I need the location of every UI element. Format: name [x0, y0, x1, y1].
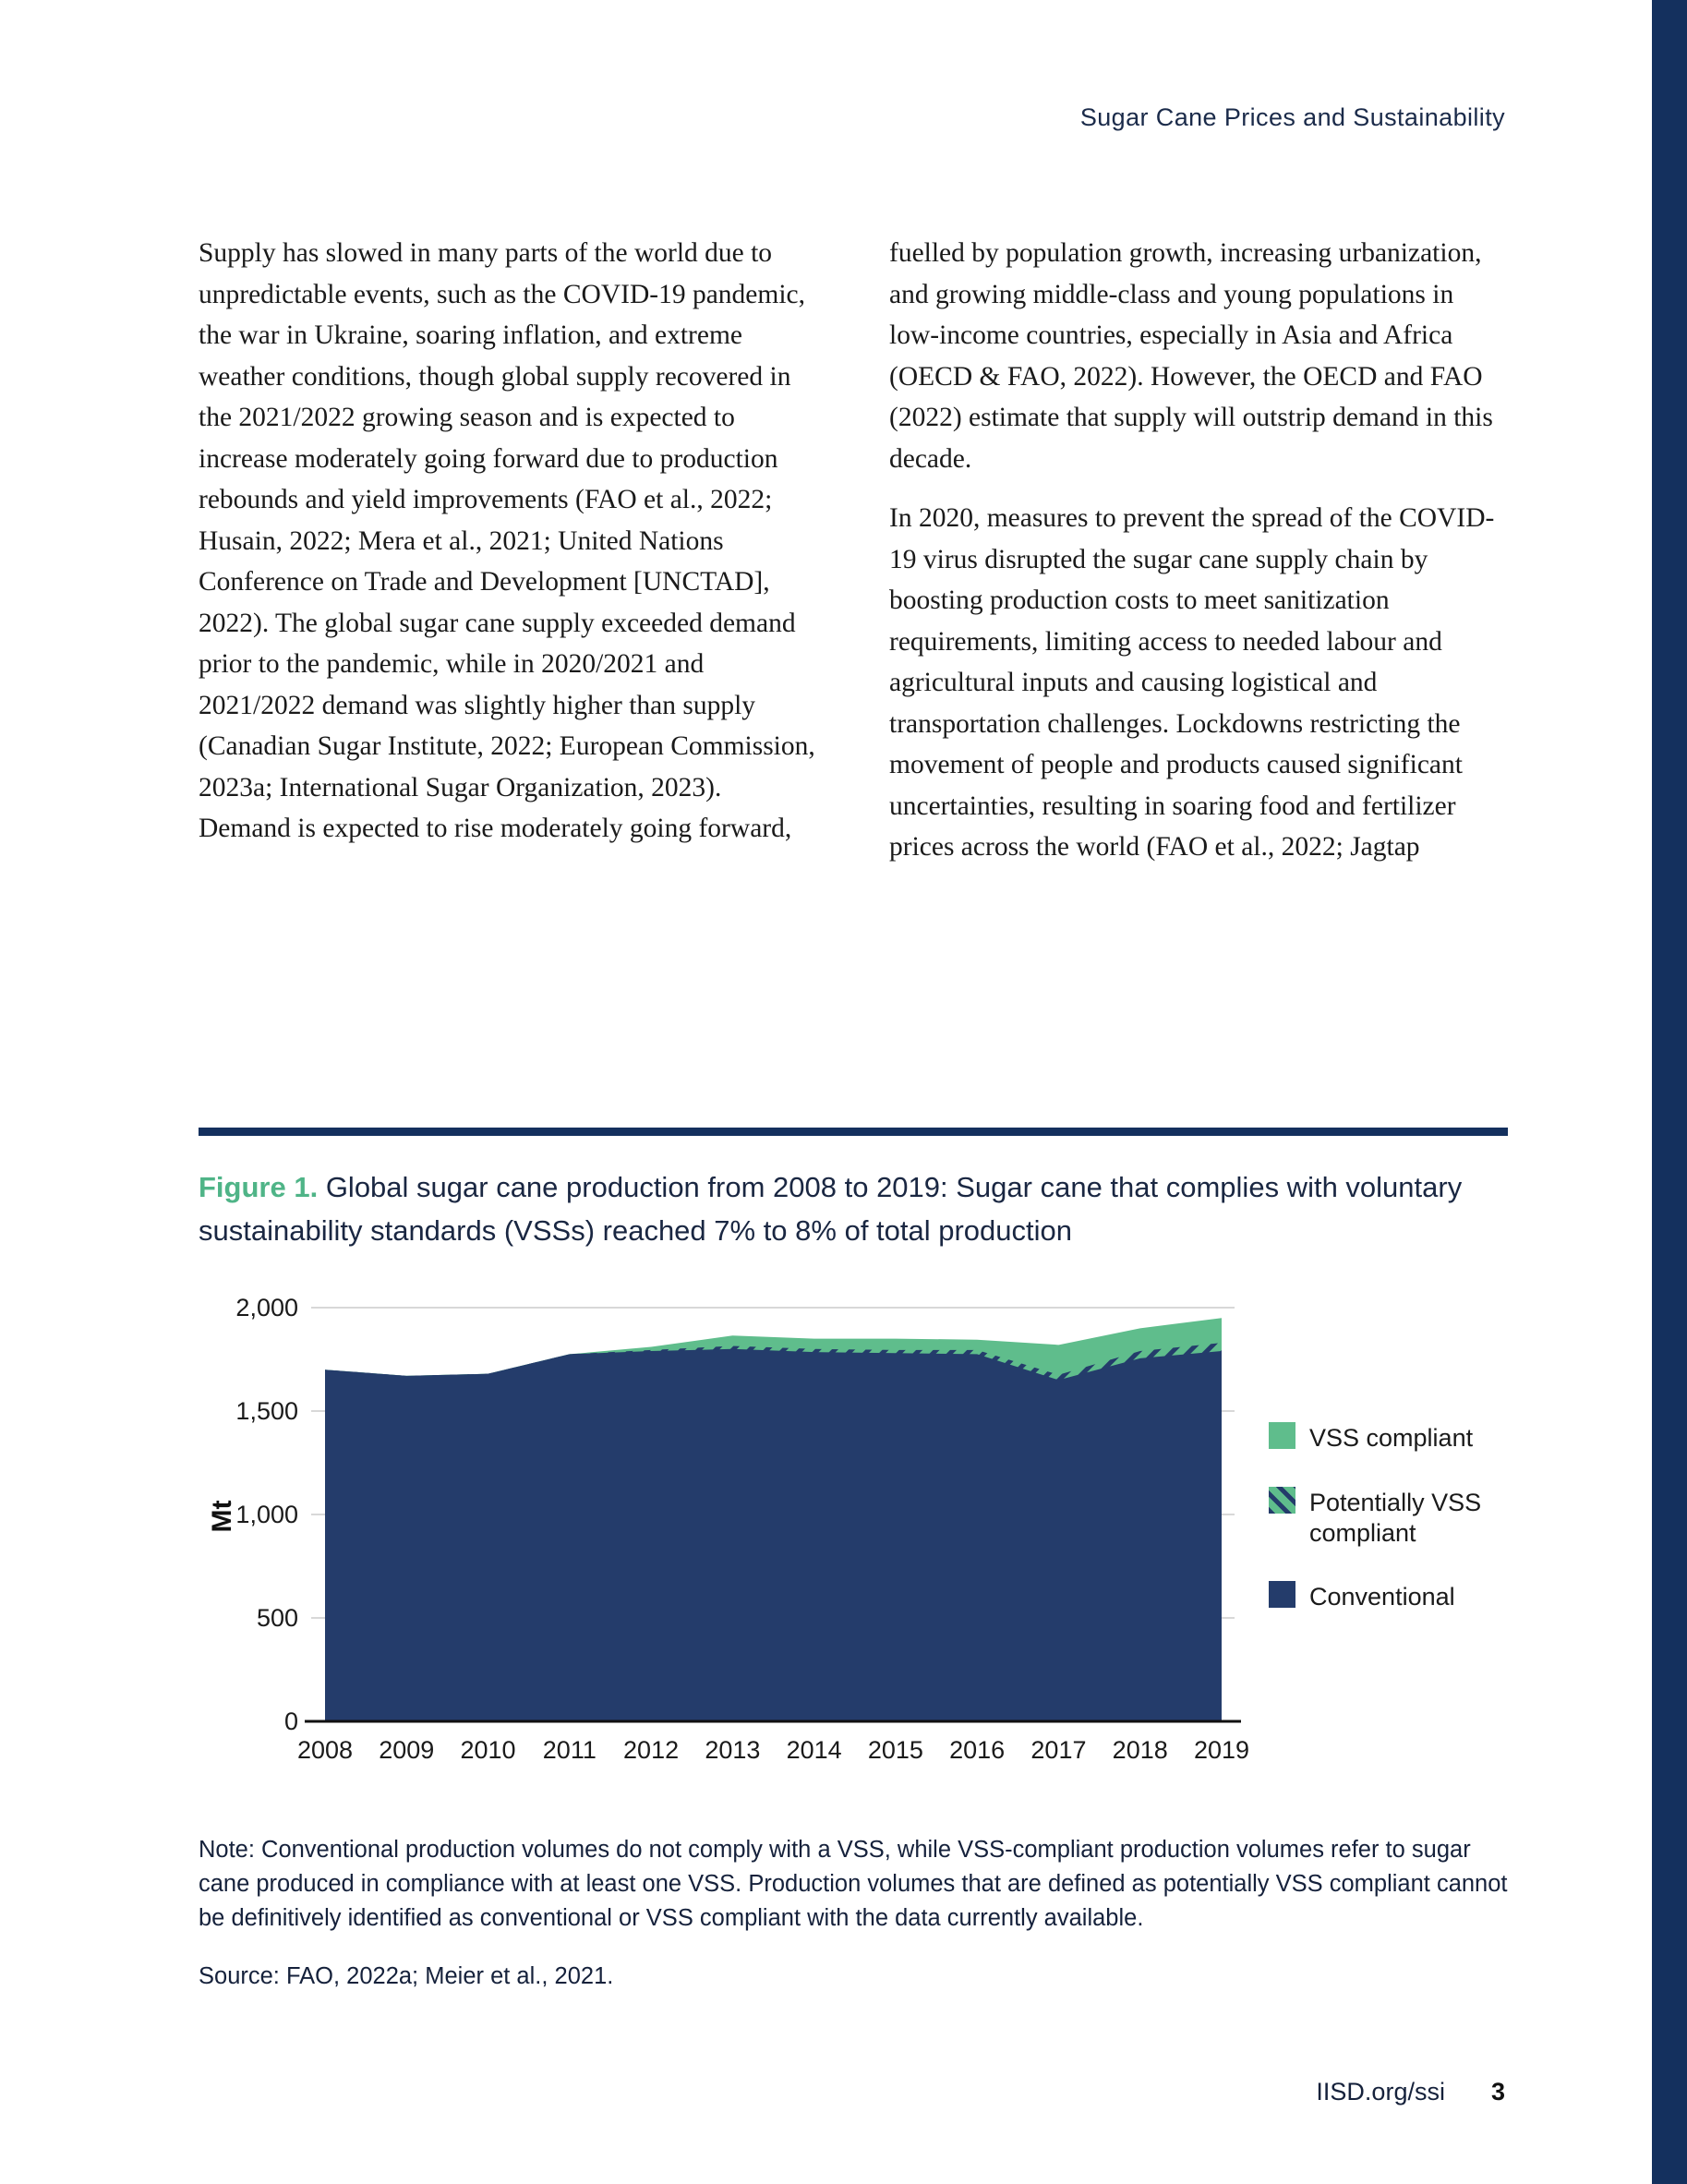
x-tick-label-2016: 2016 [949, 1736, 1006, 1764]
figure-number-label: Figure 1. [199, 1171, 319, 1203]
x-tick-label-2014: 2014 [786, 1736, 842, 1764]
y-tick-label-2000: 2,000 [235, 1294, 298, 1321]
y-tick-label-0: 0 [283, 1707, 298, 1735]
figure-caption [199, 1165, 1521, 1252]
x-tick-label-2017: 2017 [1030, 1736, 1087, 1764]
conventional-swatch-icon [1269, 1581, 1295, 1608]
legend-label: Conventional [1309, 1583, 1455, 1611]
figure-note: Note: Conventional production volumes do not comply with a VSS, while VSS-compliant production volumes refer to sugar cane produced in compliance with at least one VSS. Production volumes that are defined as potentially VSS compliant cannot be definitively identified as conventional or VSS compliant with the data currently available. [199, 1837, 1508, 1931]
figure-caption-text: Global sugar cane production from 2008 to 2019: Sugar cane that complies with voluntary sustainability standards (VSSs) reached 7% to 8% of total production [199, 1171, 1463, 1247]
running-header: Sugar Cane Prices and Sustainability [1079, 103, 1505, 131]
y-axis-title: Mt [207, 1500, 237, 1533]
x-tick-label-2008: 2008 [296, 1736, 354, 1764]
figure-source: Source: FAO, 2022a; Meier et al., 2021. [199, 1963, 614, 1989]
right-column [889, 233, 1508, 887]
site-url-link[interactable]: IISD.org/ssi [1316, 2078, 1445, 2106]
x-tick-label-2009: 2009 [379, 1736, 435, 1764]
body-text-columns [199, 233, 1508, 887]
legend-label: VSS compliant [1309, 1424, 1474, 1452]
potentially-vss-swatch-icon [1269, 1487, 1295, 1514]
paragraph: fuelled by population growth, increasing urbanization, and growing middle-class and young populations in low-income countries, especially in Asia and Africa (OECD & FAO, 2022). However, the OECD and FAO (2022) estimate that supply will outstrip demand in this decade. [889, 238, 1493, 474]
x-tick-label-2011: 2011 [542, 1736, 596, 1764]
legend-item-potentially-vss [1269, 1487, 1494, 1549]
page-edge-accent-bar [1652, 0, 1687, 2184]
y-tick-label-1500: 1,500 [235, 1397, 298, 1425]
section-divider-rule [199, 1128, 1508, 1136]
vss-compliant-swatch-icon [1269, 1422, 1295, 1449]
y-tick-label-1000: 1,000 [235, 1501, 298, 1528]
x-tick-label-2013: 2013 [705, 1736, 761, 1764]
figure1-chart [199, 1294, 1547, 1816]
page-number: 3 [1490, 2078, 1505, 2106]
legend-item-vss-compliant [1269, 1422, 1494, 1454]
legend-label: Potentially VSS compliant [1309, 1489, 1482, 1547]
page-footer [199, 2078, 1505, 2106]
x-tick-label-2010: 2010 [460, 1736, 516, 1764]
x-tick-label-2015: 2015 [867, 1736, 923, 1764]
paragraph: Supply has slowed in many parts of the world due to unpredictable events, such as the COVID-19 pandemic, the war in Ukraine, soaring inflation, and extreme weather conditions, though global supply recovered in the 2021/2022 growing season and is expected to increase moderately going forward due to production rebounds and yield improvements (FAO et al., 2022; Husain, 2022; Mera et al., 2021; United Nations Conference on Trade and Development [UNCTAD], 2022). The global sugar cane supply exceeded demand prior to the pandemic, while in 2020/2021 and 2021/2022 demand was slightly higher than supply (Canadian Sugar Institute, 2022; European Commission, 2023a; International Sugar Organization, 2023). Demand is expected to rise moderately going forward, [199, 238, 815, 843]
y-tick-label-500: 500 [256, 1604, 298, 1632]
x-tick-label-2018: 2018 [1112, 1736, 1168, 1764]
x-tick-label-2019: 2019 [1193, 1736, 1250, 1764]
left-column [199, 233, 817, 887]
x-tick-label-2012: 2012 [623, 1736, 680, 1764]
area-conventional [325, 1349, 1222, 1721]
paragraph: In 2020, measures to prevent the spread of the COVID-19 virus disrupted the sugar cane supply chain by boosting production costs to meet sanitization requirements, limiting access to needed labour and agricultural inputs and causing logistical and transportation challenges. Lockdowns restricting the movement of people and products caused significant uncertainties, resulting in soaring food and fertilizer prices across the world (FAO et al., 2022; Jagtap [889, 503, 1495, 862]
stacked-area-chart [305, 1299, 1247, 1733]
legend-item-conventional [1269, 1581, 1494, 1612]
